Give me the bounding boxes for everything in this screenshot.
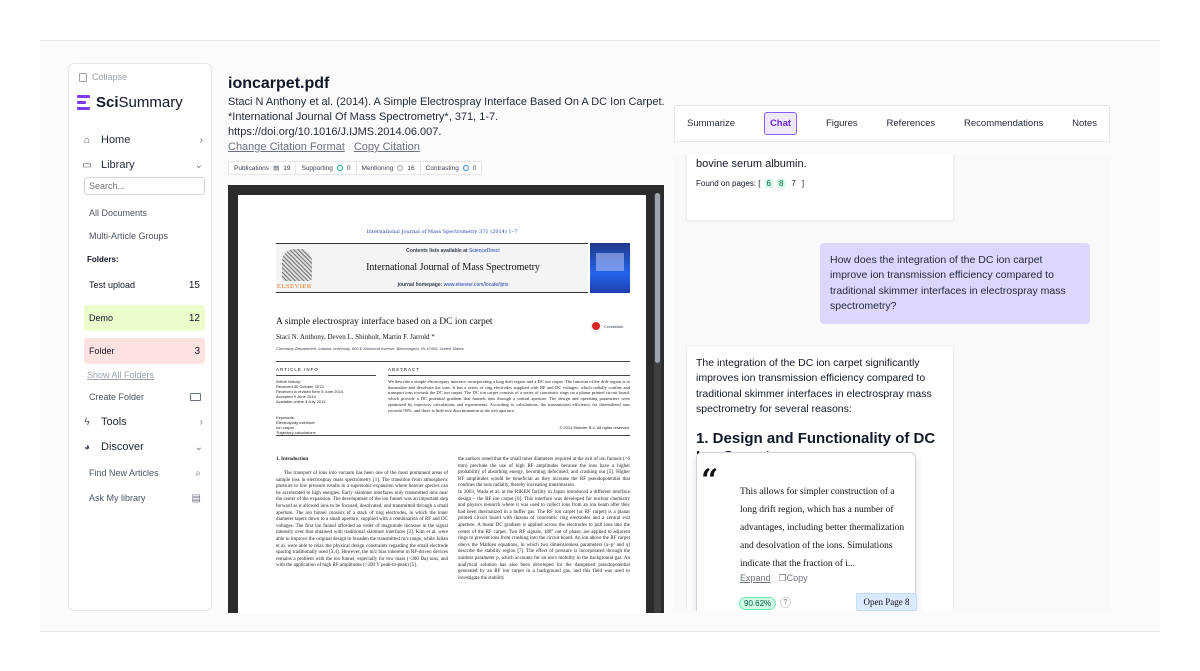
found-label: Found on pages: [ (696, 179, 761, 188)
answer-heading: 1. Design and Functionality of DC (696, 429, 936, 447)
check-circle-icon (337, 165, 343, 171)
collapse-icon (79, 73, 87, 82)
pdf-viewer[interactable] (228, 185, 664, 613)
collapse-button[interactable] (79, 72, 127, 82)
logo-rest: Summary (118, 94, 183, 111)
quote-text: This allows for simpler construction of a long drift region, which has a number of advantages, including better thermalization and desolvation of the ions. Simulations indicate that the fraction of i... (740, 487, 905, 569)
message-text: bovine serum albumin. (696, 158, 807, 170)
copy-citation-link[interactable]: Copy Citation (353, 141, 420, 153)
chevron-right-icon: › (199, 134, 203, 146)
crossmark-label: CrossMark (604, 323, 624, 329)
citation-line-2: *International Journal Of Mass Spectrometry*, 371, 1-7. (228, 111, 499, 123)
copy-icon: ❐ (778, 573, 787, 583)
folder-count: 3 (194, 345, 200, 357)
pdf-journal-header (276, 243, 588, 293)
pdf-article-title: A simple electrospray interface based on a DC ion carpet (276, 317, 493, 327)
create-folder-label: Create Folder (89, 392, 145, 402)
find-new-articles-label: Find New Articles (89, 468, 159, 478)
crossmark-badge[interactable] (590, 319, 630, 333)
chat-icon: ▤ (191, 493, 201, 504)
multi-article-groups-link[interactable]: Multi-Article Groups (89, 231, 169, 241)
answer-intro: The integration of the DC ion carpet significantly improves ion transmission efficiency compared to traditional skimmer interfaces in electrospray mass spectrometry for several reasons: (696, 357, 932, 416)
sciencedirect-link[interactable]: ScienceDirect (468, 248, 500, 254)
publications-count: 19 (283, 164, 291, 172)
folders-label: Folders: (87, 255, 119, 264)
contents-prefix: Contents lists available at (406, 248, 469, 254)
elsevier-wordmark: ELSEVIER (277, 283, 312, 290)
crossmark-icon (590, 320, 602, 332)
app-window (40, 40, 1160, 632)
chat-panel[interactable] (674, 155, 1110, 611)
page-link[interactable]: 7 (791, 179, 796, 188)
app-logo[interactable] (77, 94, 183, 111)
nav-library-label: Library (101, 159, 135, 171)
pdf-page (238, 195, 646, 613)
tab-references[interactable]: References (886, 118, 936, 129)
supporting-count: 0 (346, 164, 351, 172)
tab-figures[interactable]: Figures (825, 118, 858, 129)
find-new-articles-link[interactable] (89, 468, 201, 479)
question-circle-icon (463, 165, 469, 171)
page-link[interactable]: 8 (778, 179, 784, 188)
nav-tools[interactable] (81, 416, 203, 428)
ask-my-library-label: Ask My library (89, 493, 146, 503)
copy-label: Copy (786, 573, 808, 583)
article-keywords: Keywords: Electrospray interface Ion carpet Trajectory calculations (276, 415, 316, 435)
document-icon: ▤ (273, 165, 280, 172)
quote-actions (740, 573, 808, 584)
nav-library[interactable] (81, 159, 203, 171)
chevron-down-icon: ⌄ (194, 159, 203, 171)
intro-heading: 1. Introduction (276, 457, 309, 462)
tab-notes[interactable]: Notes (1072, 118, 1097, 129)
contrasting-label: Contrasting (425, 164, 459, 172)
show-all-folders-link[interactable]: Show All Folders (87, 370, 155, 380)
document-title: ioncarpet.pdf (228, 75, 330, 92)
folder-plus-icon (190, 393, 201, 401)
publications-label: Publications (234, 164, 270, 172)
folder-name: Test upload (89, 280, 136, 290)
relevance-score-badge: 90.62% (739, 597, 776, 610)
copyright: © 2014 Elsevier B.V. All rights reserved. (559, 425, 630, 430)
divider (276, 435, 630, 436)
folder-name: Demo (89, 313, 114, 323)
sidebar (68, 63, 212, 611)
citation-line-1: Staci N Anthony et al. (2014). A Simple Electrospray Interface Based On A DC Ion Carpet. (228, 96, 665, 108)
pdf-contents-line (318, 248, 588, 254)
pdf-journal-citation: International Journal of Mass Spectrometry 371 (2014) 1–7 (366, 229, 518, 235)
tab-chat[interactable]: Chat (764, 112, 797, 135)
supporting-badge (296, 162, 356, 174)
found-on-pages (696, 179, 804, 188)
mentioning-count: 16 (407, 164, 415, 172)
folder-count: 15 (188, 279, 200, 291)
chevron-right-icon: › (199, 416, 203, 428)
nav-tools-label: Tools (101, 416, 127, 428)
tab-recommendations[interactable]: Recommendations (964, 118, 1044, 129)
help-icon[interactable]: ? (780, 597, 791, 608)
intro-column-1: The transport of ions into vacuum has been one of the most prominent areas of sample loss in electrospray mass spectrometry [1]. The transition from atmospheric pressure to low pressure results in a supersonic expansion where heavier species can be accelerated to high energies. Early skimmer interfaces only transmitted ions near the center of the expansion. The development of the ion funnel was an important step forward as it allowed ions to be focused, desolvated, and transmitted through a small aperture. The ion funnel consists of a stack of ring electrodes, in which the inner diameter tapers down to a small aperture, supplied with a combination of RF and DC voltages. The first ion funnel afforded an order of magnitude increase in the signal intensity over that obtained with traditional skimmer interfaces [2]. Kim et al. were able to improve the original design to broaden the transmitted m/z range, while Julian et al. were able to relax the physical design constraints regarding the small electrode spacing traditionally used [3,4]. However, the m/z bias inherent in RF-driven devices remains a problem with the ion funnel, especially for low mass (<300 Da) ions, and with the application of high RF amplitudes (>200 V peak-to-peak) [5]. (276, 471, 448, 569)
article-history: Article history: Received 30 October 2013 Received in revised form 5 June 2014 Accepted 9 June 2014 Available online 3 July 2014 (276, 379, 344, 404)
scite-badges[interactable] (228, 161, 482, 175)
elsevier-logo (276, 246, 318, 292)
nav-discover-label: Discover (101, 441, 144, 453)
nav-discover[interactable] (81, 441, 203, 453)
pdf-affiliation: Chemistry Department, Indiana University, 800 E Kirkwood Avenue, Bloomington, IN 47405, United States (276, 346, 464, 351)
contrasting-count: 0 (472, 164, 477, 172)
pdf-scrollbar-thumb[interactable] (655, 193, 660, 363)
library-icon: ▭ (82, 159, 92, 171)
home-icon: ⌂ (83, 134, 91, 146)
change-citation-format-link[interactable]: Change Citation Format (228, 141, 345, 153)
doi: https://doi.org/10.1016/J.IJMS.2014.06.007. (228, 126, 442, 138)
open-page-button[interactable]: Open Page 8 (856, 593, 917, 611)
assistant-message-previous (686, 155, 954, 221)
nav-home-label: Home (101, 134, 131, 146)
elsevier-tree-icon (282, 249, 312, 281)
globe-icon: ◕ (83, 441, 91, 453)
folder-demo[interactable] (84, 305, 205, 331)
copy-button[interactable] (779, 573, 808, 584)
create-folder-button[interactable] (89, 392, 201, 402)
intro-column-2: the authors noted that the small inner diameters required at the exit of ion funnels (<6 mm) preclude the use of high RF amplitudes because the ions have a higher probability of absorbing energy, becoming defocused, and crashing out [5]. Higher RF amplitudes would be beneficial as they increase the RF pseudopotential that confines the ions radially, thereby increasing transmission. In 2003, Wada et al. at the RIKEN facility in Japan introduced a different interface design – the RF ion carpet [6]. This interface was developed for nuclear chemistry and physics research where it was used to collect ions from an ion beam after they had been thermalized in a buffer gas. The RF ion carpet (or RF carpet) is a planar printed circuit board with dozens of concentric ring electrodes and a central exit aperture. A linear DC gradient is applied across the electrodes to pull ions into the center of the RF carpet. Two RF signals, 180° out of phase, are applied to adjacent rings to prevent ions from crashing into the circuit board. An ion above the RF carpet obeys the Mathieu equations, in which two dimensionless parameters (a–p² and q) describe the stability region [7]. The effect of pressure is incorporated through the unitless parameter p, which accounts for an ion's mobility in the background gas. An analytical solution has also been developed for the dampened pseudopotential generated by an RF ion carpet in a background gas, and this field was used to investigate the stability (458, 457, 630, 581)
article-info-heading: ARTICLE INFO (276, 367, 319, 372)
lightning-icon: ϟ (84, 416, 90, 428)
citation-links (228, 141, 426, 153)
logo-bold: Sci (96, 94, 119, 111)
page-link[interactable]: 6 (766, 179, 771, 188)
source-quote-card (696, 452, 916, 611)
mentioning-label: Mentioning (361, 164, 394, 172)
divider (388, 375, 630, 376)
journal-cover-image (590, 243, 630, 293)
folder-test-upload[interactable] (84, 272, 205, 298)
tool-tabs (674, 105, 1110, 142)
found-close: ] (801, 179, 805, 188)
homepage-prefix: journal homepage: (397, 282, 444, 288)
collapse-label: Collapse (92, 72, 128, 82)
pdf-abstract: We describe a simple electrospray interface incorporating a long drift region and a DC ion carpet. The function of the drift region is to thermalize and desolvate the ions. It has a series of ring electrodes supplied with RF and DC voltages, which radially confine and transport ions towards the DC ion carpet. The DC ion carpet consists of a series of concentric rings on a planar printed circuit board, which provide a DC potential gradient that funnels ions through a central aperture. The design and operating parameters were optimized by trajectory calculations and experiments. According to calculations, the transmission efficiency for thermalized ions exceeds 90%, and there is little m/z discrimination at the exit aperture. (388, 379, 630, 413)
all-documents-link[interactable]: All Documents (89, 208, 148, 218)
mentioning-badge (357, 162, 421, 174)
nav-home[interactable] (81, 134, 203, 146)
abstract-heading: ABSTRACT (388, 367, 421, 372)
pdf-authors: Staci N. Anthony, Deven L. Shinholt, Martin F. Jarrold * (276, 333, 435, 341)
divider (276, 361, 630, 362)
folder-folder[interactable] (84, 338, 205, 364)
publications-badge (229, 162, 296, 174)
expand-link[interactable]: Expand (740, 573, 771, 583)
library-search-input[interactable] (84, 177, 205, 195)
pdf-journal-name: International Journal of Mass Spectrometry (366, 262, 540, 273)
quote-icon: “ (701, 463, 719, 498)
mention-circle-icon (397, 165, 403, 171)
scisummary-logo-icon (77, 95, 90, 111)
pdf-homepage-line (318, 282, 588, 288)
journal-homepage-link[interactable]: www.elsevier.com/locate/ijms (443, 282, 509, 288)
tab-summarize[interactable]: Summarize (687, 118, 736, 129)
contrasting-badge (421, 162, 482, 174)
search-icon: ⌕ (195, 468, 201, 479)
supporting-label: Supporting (301, 164, 333, 172)
ask-my-library-link[interactable] (89, 493, 201, 504)
divider (276, 375, 376, 376)
chevron-down-icon: ⌄ (194, 441, 203, 453)
folder-count: 12 (188, 312, 200, 324)
user-message: How does the integration of the DC ion carpet improve ion transmission efficiency compared to traditional skimmer interfaces in electrospray mass spectrometry? (820, 243, 1090, 324)
folder-name: Folder (89, 346, 115, 356)
